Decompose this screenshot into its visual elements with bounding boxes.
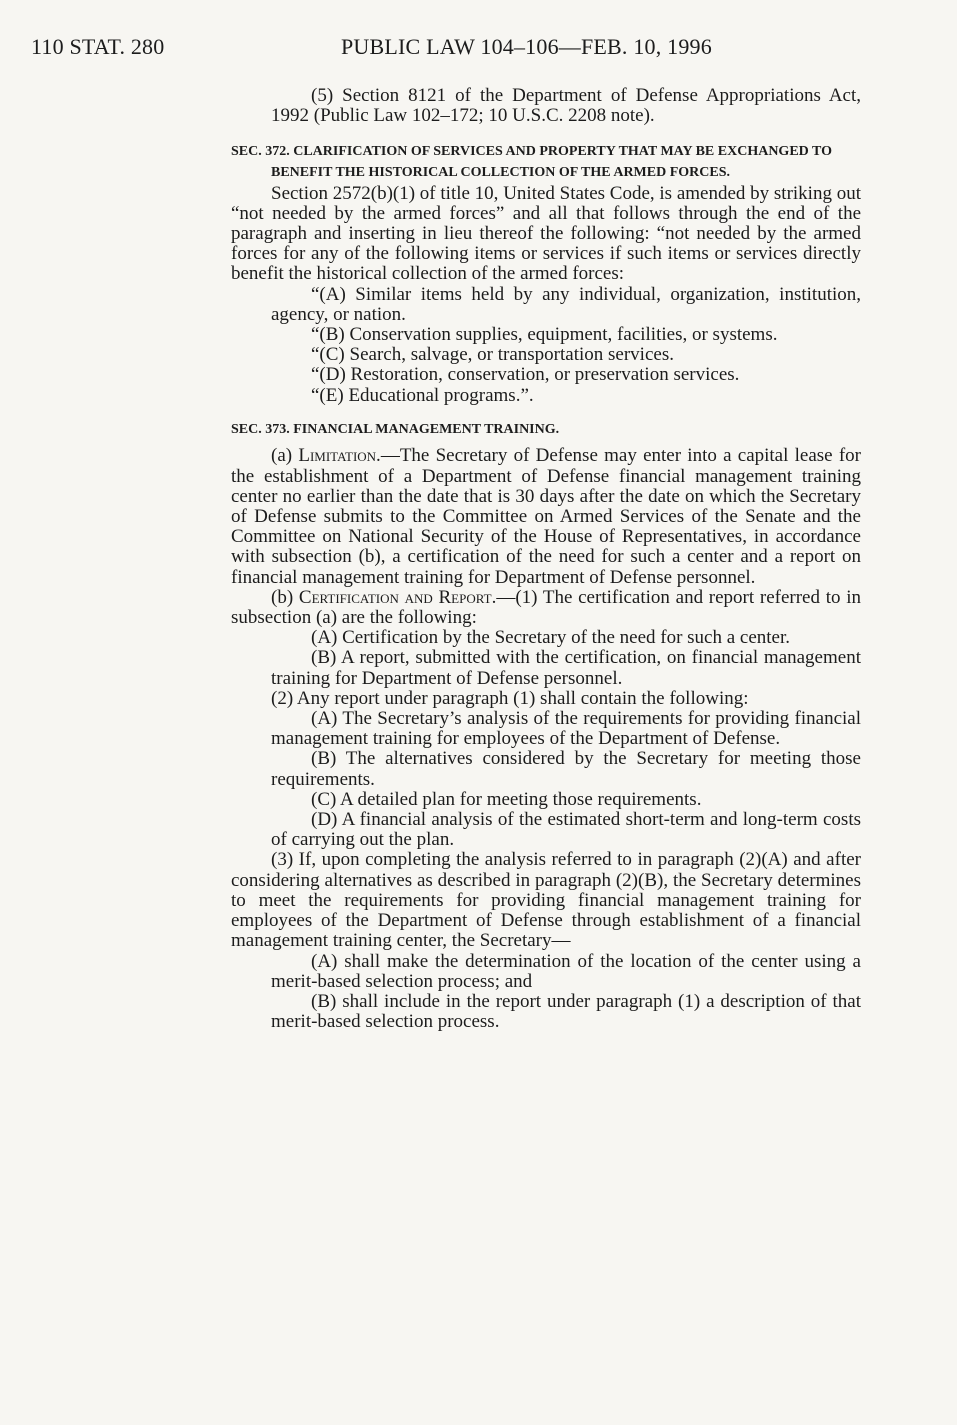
subsection-a-caption: Limitation. (298, 445, 381, 467)
section-372-item-d: “(D) Restoration, conservation, or preservation services. (311, 364, 740, 386)
subsection-b1-item-a: (A) Certification by the Secretary of the need for such a center. (311, 627, 791, 649)
intro-list-item: (5) Section 8121 of the Department of Defense Appropriations Act, 1992 (Public Law 102–172; 10 U.S.C. 2208 note). (271, 85, 861, 127)
subsection-a (231, 446, 861, 587)
page-header (31, 32, 891, 62)
running-title: PUBLIC LAW 104–106—FEB. 10, 1996 (341, 34, 712, 59)
section-373-heading: SEC. 373. FINANCIAL MANAGEMENT TRAINING. (231, 421, 560, 437)
subsection-a-label: (a) (271, 445, 299, 467)
subsection-b2: (2) Any report under paragraph (1) shall contain the following: (271, 687, 749, 709)
subsection-b2-item-c: (C) A detailed plan for meeting those requirements. (311, 788, 702, 810)
section-372-item-c: “(C) Search, salvage, or transportation services. (311, 344, 674, 366)
subsection-b1-item-b: (B) A report, submitted with the certification, on financial management training for Department of Defense personnel. (271, 647, 861, 689)
subsection-b2-item-a: (A) The Secretary’s analysis of the requirements for providing financial management training for employees of the Department of Defense. (271, 708, 861, 750)
subsection-b2-item-b: (B) The alternatives considered by the Secretary for meeting those requirements. (271, 748, 861, 790)
subsection-b-label: (b) (271, 586, 299, 608)
section-372-item-b: “(B) Conservation supplies, equipment, facilities, or systems. (311, 324, 778, 346)
subsection-b3-item-a: (A) shall make the determination of the location of the center using a merit-based selection process; and (271, 950, 861, 992)
subsection-b-text: —(1) The certification and report referred to in subsection (a) are the following: (231, 586, 861, 629)
statute-page-number: 110 STAT. 280 (31, 34, 165, 59)
section-372-item-e: “(E) Educational programs.”. (311, 384, 534, 406)
document-body (231, 86, 861, 1032)
subsection-b3: (3) If, upon completing the analysis referred to in paragraph (2)(A) and after considering alternatives as described in paragraph (2)(B), the Secretary determines to meet the requirements for providing financial management training for employees of the Department of Defense through establishment of a financial management training center, the Secretary— (231, 849, 861, 952)
section-372-item-a: “(A) Similar items held by any individual, organization, institution, agency, or nation. (271, 283, 861, 325)
subsection-b2-item-d: (D) A financial analysis of the estimated short-term and long-term costs of carrying out the plan. (271, 809, 861, 851)
subsection-b-caption: Certification and Report. (298, 586, 497, 608)
section-372-text: Section 2572(b)(1) of title 10, United States Code, is amended by striking out “not needed by the armed forces” and all that follows through the end of the paragraph and inserting in lieu thereof the following: “not needed by the armed forces for any of the following items or services if such items or services directly benefit the historical collection of the armed forces: (231, 182, 861, 285)
subsection-b (231, 588, 861, 628)
subsection-a-text: —The Secretary of Defense may enter into a capital lease for the establishment of a Department of Defense financial management training center no earlier than the date that is 30 days after the date on which the Secretary of Defense submits to the Committee on Armed Services of the Senate and the Committee on National Security of the House of Representatives, in accordance with subsection (b), a certification of the need for such a center and a report on financial management training for Department of Defense personnel. (231, 445, 862, 588)
subsection-b3-item-b: (B) shall include in the report under paragraph (1) a description of that merit-based selection process. (271, 990, 861, 1033)
section-372-heading: SEC. 372. CLARIFICATION OF SERVICES AND PROPERTY THAT MAY BE EXCHANGED TO BENEFIT THE HISTORICAL COLLECTION OF THE ARMED FORCES. (231, 144, 832, 180)
